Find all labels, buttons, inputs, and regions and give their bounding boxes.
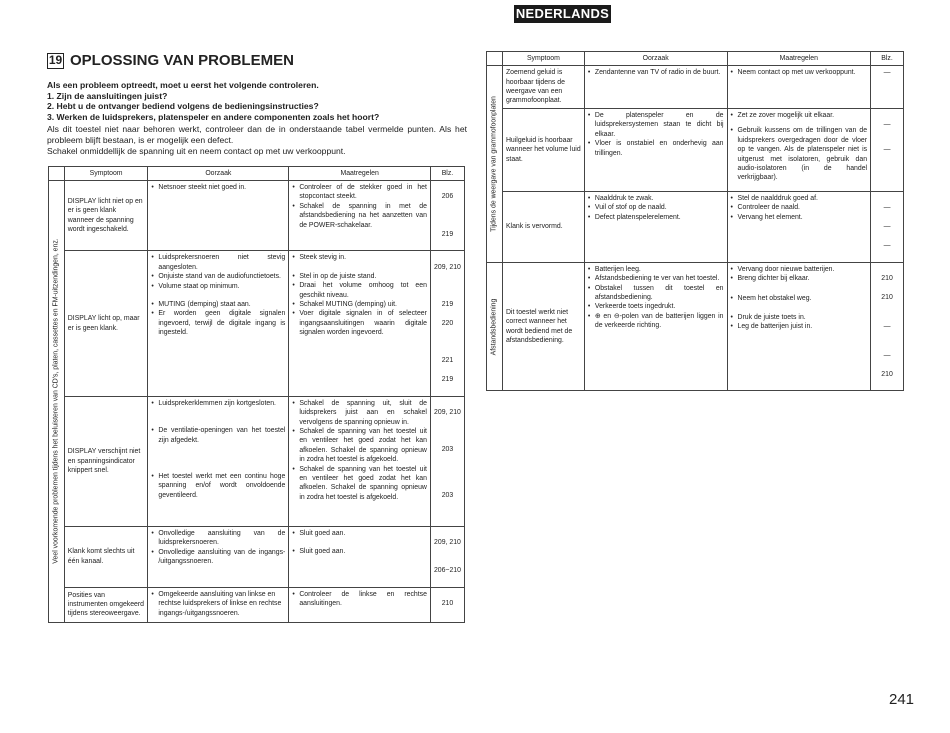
remedy-cell: [727, 192, 871, 263]
symptom-cell: Posities van instrumenten omgekeerd tijdens stereoweergave.: [64, 587, 148, 622]
cause-item: • Netsnoer steekt niet goed in.: [151, 183, 285, 192]
remedy-item: • Schakel de spanning van het toestel uit en ventileer het goed zodat het kan afkoelen. Schakel de spanning opnieuw in zodra het toestel is afgekoeld.: [292, 427, 427, 465]
cause-item: • De platenspeler en de luidsprekersystemen staan te dicht bij elkaar.: [588, 111, 724, 139]
cause-cell: [148, 251, 289, 396]
page-number: 241: [889, 691, 915, 708]
page-cell: 210: [430, 587, 464, 622]
remedy-cell: [289, 181, 431, 251]
symptom-cell: Klank komt slechts uit één kanaal.: [64, 526, 148, 587]
remedy-item: • Breng dichter bij elkaar.: [731, 274, 868, 283]
remedy-item: • Neem het obstakel weg.: [731, 294, 868, 303]
remedy-item: • Sluit goed aan.: [292, 547, 427, 556]
troubleshooting-table-right: [486, 51, 904, 391]
header-category: [49, 167, 65, 181]
intro-question: 2. Hebt u de ontvanger bediend volgens de bedieningsinstructies?: [47, 101, 319, 112]
table-row: [49, 251, 465, 396]
table-row: [49, 181, 465, 251]
cause-item: • Luidsprekersnoeren niet stevig aangesloten.: [151, 253, 285, 272]
remedy-item: • Schakel MUTING (demping) uit.: [292, 300, 427, 309]
category-cell: Afstandsbediening: [487, 262, 503, 390]
remedy-item: • Vervang door nieuwe batterijen.: [731, 265, 868, 274]
remedy-item: • Neem contact op met uw verkooppunt.: [731, 68, 868, 77]
remedy-cell: [289, 396, 431, 526]
cause-item: • Batterijen leeg.: [588, 265, 724, 274]
header-remedy: Maatregelen: [289, 167, 431, 181]
intro-block: [47, 80, 467, 156]
symptom-cell: Huilgeluid is hoorbaar wanneer het volume luid staat.: [502, 109, 584, 192]
remedy-item: • Schakel de spanning in met de afstandsbediening na het aanzetten van de POWER-schakelaar.: [292, 202, 427, 230]
cause-cell: [584, 66, 727, 109]
cause-item: • ⊕ en ⊖-polen van de batterijen liggen in de verkeerde richting.: [588, 312, 724, 331]
table-row: [487, 109, 904, 192]
cause-item: • Afstandsbediening te ver van het toestel.: [588, 274, 724, 283]
cause-item: • Omgekeerde aansluiting van linkse en rechtse luidsprekers of linkse en rechtse ingangs-/uitgangssnoeren.: [151, 590, 285, 618]
table-row: [49, 396, 465, 526]
remedy-item: • Draai het volume omhoog tot een geschikt niveau.: [292, 281, 427, 300]
category-cell: Veel voorkomende problemen tijdens het beluisteren van CD's, platen, cassettes en FM-uitzendingen, enz.: [49, 181, 65, 623]
page-cell: — — —: [871, 192, 904, 263]
intro-question: 1. Zijn de aansluitingen juist?: [47, 90, 168, 101]
table-header-row: [49, 167, 465, 181]
remedy-cell: [289, 526, 431, 587]
page-cell: 209, 210 206~210: [430, 526, 464, 587]
language-badge: NEDERLANDS: [515, 6, 610, 21]
cause-item: • Naalddruk te zwak.: [588, 194, 724, 203]
cause-item: • Vuil of stof op de naald.: [588, 203, 724, 212]
remedy-cell: [727, 66, 871, 109]
remedy-item: • Controleer de naald.: [731, 203, 868, 212]
symptom-cell: Zoemend geluid is hoorbaar tijdens de weergave van een grammofoonplaat.: [502, 66, 584, 109]
section-number: 19: [48, 52, 63, 67]
page-cell: 209, 210 219 220 221 219: [430, 251, 464, 396]
cause-item: • De ventilatie-openingen van het toestel zijn afgedekt.: [151, 426, 285, 445]
cause-cell: [148, 526, 289, 587]
remedy-item: • Steek stevig in.: [292, 253, 427, 262]
page-cell: 210 210 — — 210: [871, 262, 904, 390]
troubleshooting-table-left: [48, 166, 465, 623]
table-row: [487, 262, 904, 390]
table-row: [49, 526, 465, 587]
cause-item: • Onjuiste stand van de audiofunctietoets.: [151, 272, 285, 281]
header-cause: Oorzaak: [584, 52, 727, 66]
cause-cell: [584, 192, 727, 263]
header-symptom: Symptoom: [64, 167, 148, 181]
cause-cell: [584, 262, 727, 390]
cause-item: • Zendantenne van TV of radio in de buurt.: [588, 68, 724, 77]
cause-item: • Verkeerde toets ingedrukt.: [588, 302, 724, 311]
remedy-item: • Leg de batterijen juist in.: [731, 322, 868, 331]
cause-item: • MUTING (demping) staat aan.: [151, 300, 285, 309]
remedy-item: • Controleer of de stekker goed in het stopcontact steekt.: [292, 183, 427, 202]
category-cell: Tijdens de weergave van grammofoonplaten: [487, 66, 503, 263]
table-row: [487, 192, 904, 263]
page-cell: —: [871, 66, 904, 109]
cause-item: • Volume staat op minimum.: [151, 282, 285, 291]
remedy-item: • Vervang het element.: [731, 213, 868, 222]
symptom-cell: Klank is vervormd.: [502, 192, 584, 263]
header-symptom: Symptoom: [502, 52, 584, 66]
remedy-cell: [289, 251, 431, 396]
cause-item: • Luidsprekerklemmen zijn kortgesloten.: [151, 399, 285, 408]
header-remedy: Maatregelen: [727, 52, 871, 66]
header-page: Blz.: [430, 167, 464, 181]
intro-question: Als een probleem optreedt, moet u eerst het volgende controleren.: [47, 80, 319, 90]
remedy-item: • Stel in op de juiste stand.: [292, 272, 427, 281]
intro-question: 3. Werken de luidsprekers, platenspeler en andere componenten zoals het hoort?: [47, 111, 380, 122]
section-title-text: OPLOSSING VAN PROBLEMEN: [70, 52, 294, 69]
cause-item: • Er worden geen digitale signalen ingevoerd, terwijl de digitale ingang is ingesteld.: [151, 309, 285, 337]
remedy-item: • Schakel de spanning van het toestel uit en ventileer het goed zodat het kan afkoelen. Schakel de spanning opnieuw in zodra het toestel is afgekoeld.: [292, 465, 427, 503]
symptom-cell: DISPLAY licht op, maar er is geen klank.: [64, 251, 148, 396]
cause-cell: [584, 109, 727, 192]
page-cell: — —: [871, 109, 904, 192]
cause-item: • Het toestel werkt met een continu hoge spanning en/of wordt onvoldoende geventileerd.: [151, 472, 285, 500]
remedy-cell: [727, 262, 871, 390]
remedy-item: • Voer digitale signalen in of selecteer ingangsaansluitingen waarin digitale signalen worden ingevoerd.: [292, 309, 427, 337]
cause-item: • Onvolledige aansluiting van de luidsprekersnoeren.: [151, 529, 285, 548]
remedy-item: • Stel de naalddruk goed af.: [731, 194, 868, 203]
table-row: [487, 66, 904, 109]
remedy-item: • Schakel de spanning uit, sluit de luidsprekers juist aan en schakel vervolgens de spanning opnieuw in.: [292, 399, 427, 427]
remedy-item: • Zet ze zover mogelijk uit elkaar.: [731, 111, 868, 120]
remedy-cell: [289, 587, 431, 622]
remedy-cell: [727, 109, 871, 192]
header-page: Blz.: [871, 52, 904, 66]
symptom-cell: Dit toestel werkt niet correct wanneer het wordt bediend met de afstandsbediening.: [502, 262, 584, 390]
remedy-item: • Sluit goed aan.: [292, 529, 427, 538]
intro-paragraph: Schakel onmiddellijk de spanning uit en neem contact op met uw verkooppunt.: [47, 145, 346, 156]
header-cause: Oorzaak: [148, 167, 289, 181]
cause-cell: [148, 181, 289, 251]
page-cell: 206 219: [430, 181, 464, 251]
symptom-cell: DISPLAY verschijnt niet en spanningsindicator knippert snel.: [64, 396, 148, 526]
table-row: [49, 587, 465, 622]
cause-cell: [148, 396, 289, 526]
cause-item: • Vloer is onstabiel en onderhevig aan trillingen.: [588, 139, 724, 158]
remedy-item: • Druk de juiste toets in.: [731, 313, 868, 322]
remedy-item: • Controleer de linkse en rechtse aansluitingen.: [292, 590, 427, 609]
symptom-cell: DISPLAY licht niet op en er is geen klank wanneer de spanning wordt ingeschakeld.: [64, 181, 148, 251]
page-cell: 209, 210 203 203: [430, 396, 464, 526]
remedy-item: • Gebruik kussens om de trillingen van de luidsprekers overgedragen door de vloer op te vangen. Als de platenspeler niet is uitgerust met isolatoren, gebruik dan audio-isolatoren (in de handel verkrijgbaar).: [731, 126, 868, 182]
intro-paragraph: Als dit toestel niet naar behoren werkt, controleer dan de in onderstaande tabel vermelde punten. Als het probleem blijft bestaan, is er mogelijk een defect.: [47, 124, 467, 145]
cause-item: • Defect platenspelerelement.: [588, 213, 724, 222]
cause-cell: [148, 587, 289, 622]
section-title: [47, 52, 294, 69]
cause-item: • Obstakel tussen dit toestel en afstandsbediening.: [588, 284, 724, 303]
table-header-row: [487, 52, 904, 66]
header-category: [487, 52, 503, 66]
cause-item: • Onvolledige aansluiting van de ingangs- /uitgangssnoeren.: [151, 548, 285, 567]
